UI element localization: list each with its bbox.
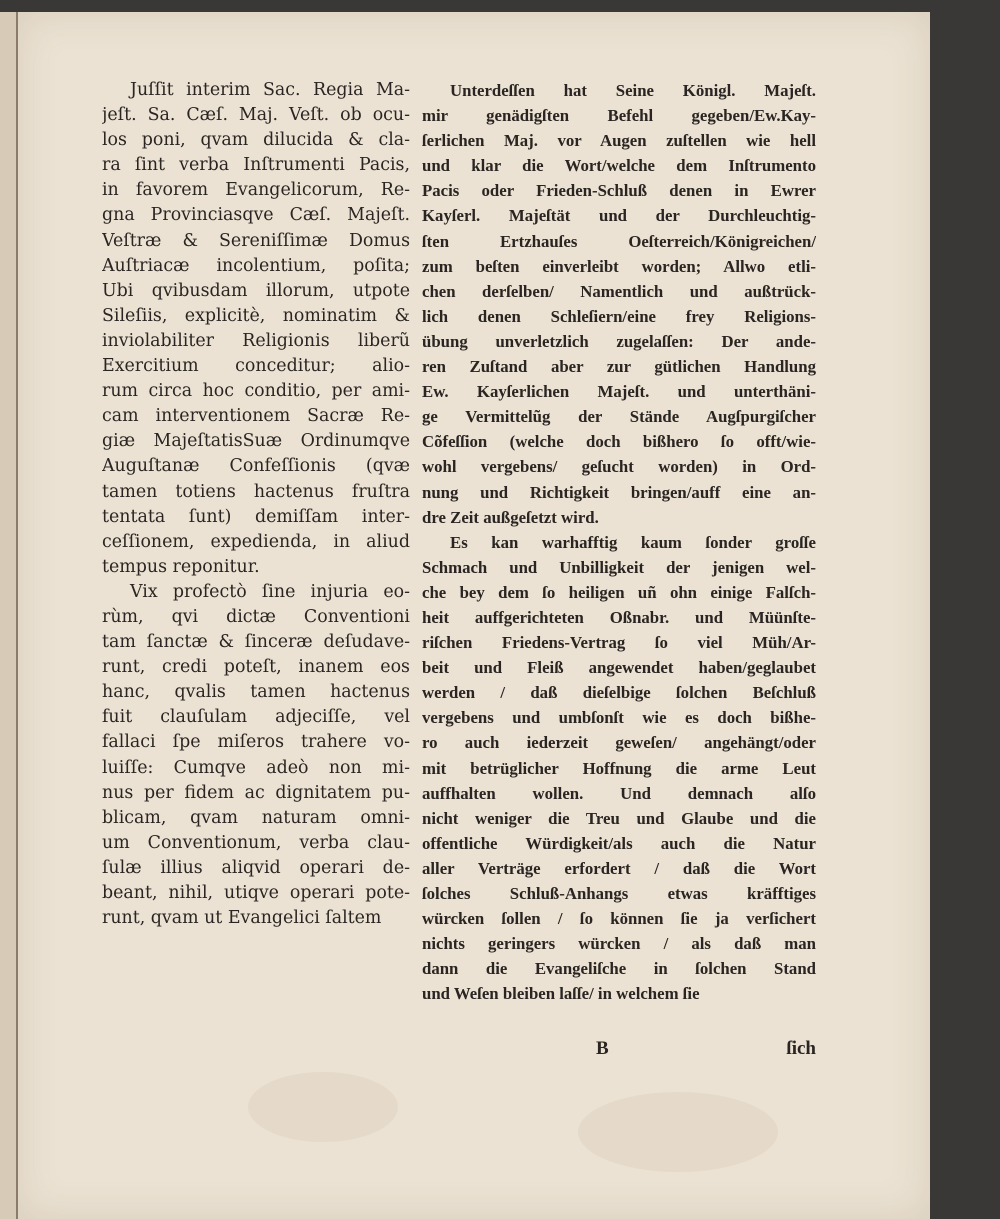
text-line: runt, qvam ut Evangelici ſaltem bbox=[102, 908, 382, 929]
text-line: nicht weniger die Treu und Glaube und die bbox=[422, 808, 816, 828]
text-line: ſolches Schluß-Anhangs etwas kräfftiges bbox=[422, 884, 816, 903]
text-line: Cõfeſſion (welche doch bißhero ſo offt/wie- bbox=[422, 432, 816, 452]
text-line: Sileſiis, explicitè, nominatim & bbox=[102, 305, 410, 326]
text-line: blicam, qvam naturam omni- bbox=[102, 807, 410, 828]
text-line: Es kan warhafftig kaum ſonder groſſe bbox=[450, 532, 816, 552]
paper-stain bbox=[578, 1092, 778, 1172]
text-line: vergebens und umbſonſt wie es doch bißhe- bbox=[422, 708, 816, 728]
text-line: nung und Richtigkeit bringen/auff eine an- bbox=[422, 482, 816, 502]
text-line: ge Vermittelũg der Stände Augſpurgiſcher bbox=[422, 407, 816, 427]
text-line: ceſſionem, expedienda, in aliud bbox=[102, 531, 410, 552]
text-line: jeſt. Sa. Cæſ. Maj. Veſt. ob ocu- bbox=[102, 105, 410, 126]
text-line: beant, nihil, utiqve operari pote- bbox=[102, 883, 410, 903]
text-line: cam interventionem Sacræ Re- bbox=[102, 406, 410, 427]
text-line: riſchen Friedens-Vertrag ſo viel Müh/Ar- bbox=[422, 633, 816, 653]
text-line: giæ MajeſtatisSuæ Ordinumqve bbox=[102, 431, 410, 452]
text-line: aller Verträge erfordert / daß die Wort bbox=[422, 858, 816, 878]
text-line: Veſtræ & Sereniſſimæ Domus bbox=[102, 230, 410, 251]
text-line: Ew. Kayſerlichen Majeſt. und unterthäni- bbox=[422, 382, 816, 402]
text-line: inviolabiliter Religionis liberũ bbox=[102, 330, 410, 351]
text-line: fuit clauſulam adjeciſſe, vel bbox=[102, 707, 410, 728]
text-line: nichts geringers würcken / als daß man bbox=[422, 934, 816, 954]
text-line: übung unverletzlich zugelaſſen: Der ande- bbox=[422, 331, 816, 351]
text-line: dann die Evangeliſche in ſolchen Stand bbox=[422, 959, 816, 979]
text-line: Auſtriacæ incolentium, poſita; bbox=[102, 255, 410, 276]
text-line: ſerlichen Maj. vor Augen zuſtellen wie hell bbox=[422, 131, 816, 151]
latin-column bbox=[102, 78, 410, 931]
text-line: runt, credi poteſt, inanem eos bbox=[102, 657, 410, 678]
text-line: offentliche Würdigkeit/als auch die Natur bbox=[422, 833, 816, 853]
text-line: Unterdeſſen hat Seine Königl. Majeſt. bbox=[450, 81, 816, 100]
text-line: würcken ſollen / ſo können ſie ja verſichert bbox=[422, 909, 816, 929]
text-line: um Conventionum, verba clau- bbox=[102, 832, 410, 853]
text-line: tentata ſunt) demiſſam inter- bbox=[102, 506, 410, 527]
text-line: beit und Fleiß angewendet haben/geglaubet bbox=[422, 658, 816, 678]
text-line: tempus reponitur. bbox=[102, 556, 260, 577]
text-line: rùm, qvi dictæ Conventioni bbox=[102, 606, 410, 627]
text-line: luiſſe: Cumqve adeò non mi- bbox=[102, 757, 410, 778]
text-line: ro auch iederzeit geweſen/ angehängt/oder bbox=[422, 733, 816, 753]
catchword: ſich bbox=[786, 1038, 816, 1059]
text-line: und Weſen bleiben laſſe/ in welchem ſie bbox=[422, 984, 700, 1004]
text-line: Pacis oder Frieden-Schluß denen in Ewrer bbox=[422, 181, 816, 201]
text-line: ſten Ertzhauſes Oeſterreich/Königreichen/ bbox=[422, 231, 816, 251]
text-line: lich denen Schleſiern/eine frey Religions- bbox=[422, 306, 816, 326]
german-column bbox=[422, 78, 816, 1006]
text-line: in favorem Evangelicorum, Re- bbox=[102, 180, 410, 201]
text-line: fallaci ſpe miſeros trahere vo- bbox=[102, 732, 410, 753]
text-line: che bey dem ſo heiligen uñ ohn einige Falſch- bbox=[422, 582, 816, 602]
text-line: gna Provinciasqve Cæſ. Majeſt. bbox=[102, 205, 410, 226]
text-line: nus per fidem ac dignitatem pu- bbox=[102, 782, 410, 803]
text-line: heit auffgerichteten Oßnabr. und Müünſte- bbox=[422, 607, 816, 627]
text-line: werden / daß dieſelbige ſolchen Beſchluß bbox=[422, 683, 816, 703]
text-line: ſulæ illius aliqvid operari de- bbox=[102, 857, 410, 878]
text-line: tamen totiens hactenus fruſtra bbox=[102, 481, 410, 502]
text-line: rum circa hoc conditio, per ami- bbox=[102, 381, 410, 402]
text-line: dre Zeit außgeſetzt wird. bbox=[422, 507, 599, 527]
text-line: mir genädigſten Befehl gegeben/Ew.Kay- bbox=[422, 106, 816, 126]
text-line: Juſſit interim Sac. Regia Ma- bbox=[130, 80, 410, 100]
text-line: hanc, qvalis tamen hactenus bbox=[102, 682, 410, 703]
text-line: los poni, qvam dilucida & cla- bbox=[102, 130, 410, 151]
text-line: zum beſten einverleibt worden; Allwo etli- bbox=[422, 256, 816, 276]
text-line: Auguſtanæ Confeſſionis (qvæ bbox=[102, 456, 410, 477]
text-line: ra ſint verba Inſtrumenti Pacis, bbox=[102, 155, 410, 176]
text-line: Ubi qvibusdam illorum, utpote bbox=[102, 280, 410, 301]
signature-mark: B bbox=[596, 1038, 609, 1059]
text-line: auffhalten wollen. Und demnach alſo bbox=[422, 783, 816, 803]
text-line: wohl vergebens/ geſucht worden) in Ord- bbox=[422, 457, 816, 477]
text-line: Schmach und Unbilligkeit der jenigen wel- bbox=[422, 557, 816, 577]
text-line: mit betrüglicher Hoffnung die arme Leut bbox=[422, 758, 816, 778]
text-line: ren Zuſtand aber zur gütlichen Handlung bbox=[422, 357, 816, 377]
text-line: chen derſelben/ Namentlich und außtrück- bbox=[422, 281, 816, 301]
text-line: Vix profectò ſine injuria eo- bbox=[130, 581, 410, 602]
text-line: und klar die Wort/welche dem Inſtrumento bbox=[422, 156, 816, 176]
text-line: tam ſanctæ & ſinceræ deſudave- bbox=[102, 632, 410, 653]
previous-page-edge bbox=[0, 12, 18, 1219]
text-line: Kayſerl. Majeſtät und der Durchleuchtig- bbox=[422, 206, 816, 226]
paper-stain bbox=[248, 1072, 398, 1142]
text-line: Exercitium conceditur; alio- bbox=[102, 356, 410, 377]
